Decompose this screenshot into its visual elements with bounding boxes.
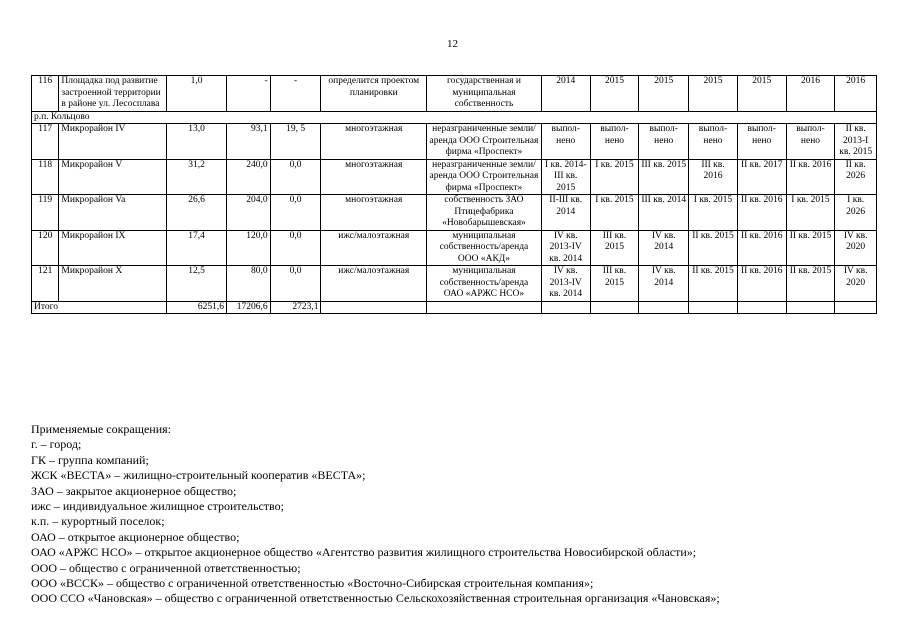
stage-3: IV кв. 2014 [639,230,689,266]
stage-6: II кв. 2015 [786,230,835,266]
stage-5: 2015 [737,76,786,112]
stage-2: I кв. 2015 [590,195,639,231]
plot-name: Микрорайон V [59,159,167,195]
table-row [32,76,877,112]
empty-cell [689,301,738,314]
stage-4: II кв. 2015 [689,230,738,266]
plot-name: Площадка под развитие застроенной территории в районе ул. Лесосплава [59,76,167,112]
building-type: многоэтажная [321,195,427,231]
stage-2: 2015 [590,76,639,112]
ownership: неразграниченные земли/аренда ООО Строительная фирма «Проспект» [427,159,542,195]
abbreviation-item: г. – город; [31,437,82,452]
abbreviation-item: ижс – индивидуальное жилищное строительство; [31,499,284,514]
total-area: 6251,6 [167,301,227,314]
stage-6: II кв. 2016 [786,159,835,195]
building-type: ижс/малоэтажная [321,266,427,302]
stage-4: II кв. 2015 [689,266,738,302]
abbreviations-block [31,422,891,607]
value-1: - [227,76,271,112]
stage-5: выпол-нено [737,124,786,160]
stage-6: II кв. 2015 [786,266,835,302]
abbreviation-item: ЗАО – закрытое акционерное общество; [31,483,237,498]
area-value: 1,0 [167,76,227,112]
land-plots-table [31,75,877,314]
stage-3: III кв. 2014 [639,195,689,231]
abbreviations-title: Применяемые сокращения: [31,422,172,436]
row-number: 118 [32,159,59,195]
stage-1: I кв. 2014-III кв. 2015 [541,159,590,195]
page-number: 12 [447,38,458,50]
total-v1: 17206,6 [227,301,271,314]
stage-6: 2016 [786,76,835,112]
stage-1: 2014 [541,76,590,112]
building-type: многоэтажная [321,159,427,195]
empty-cell [737,301,786,314]
stage-2: I кв. 2015 [590,159,639,195]
row-number: 119 [32,195,59,231]
row-number: 116 [32,76,59,112]
table-row [32,230,877,266]
total-row [32,301,877,314]
abbreviation-item: ООО – общество с ограниченной ответственностью; [31,560,301,575]
ownership: государственная и муниципальная собственность [427,76,542,112]
row-number: 120 [32,230,59,266]
stage-3: III кв. 2015 [639,159,689,195]
stage-7: II кв. 2026 [835,159,877,195]
ownership: муниципальная собственность/аренда ООО «АКД» [427,230,542,266]
empty-cell [590,301,639,314]
value-1: 204,0 [227,195,271,231]
plot-name: Микрорайон X [59,266,167,302]
ownership: муниципальная собственность/аренда ОАО «АРЖС НСО» [427,266,542,302]
area-value: 31,2 [167,159,227,195]
empty-cell [321,301,427,314]
value-2: 0,0 [270,195,321,231]
stage-1: IV кв. 2013-IV кв. 2014 [541,266,590,302]
stage-6: I кв. 2015 [786,195,835,231]
stage-2: III кв. 2015 [590,266,639,302]
stage-4: 2015 [689,76,738,112]
stage-4: I кв. 2015 [689,195,738,231]
table-row [32,266,877,302]
ownership: неразграниченные земли/аренда ООО Строительная фирма «Проспект» [427,124,542,160]
value-1: 93,1 [227,124,271,160]
abbreviation-item: ОАО «АРЖС НСО» – открытое акционерное общество «Агентство развития жилищного строительства Новосибирской области»; [31,545,697,560]
stage-3: выпол-нено [639,124,689,160]
stage-4: выпол-нено [689,124,738,160]
stage-7: IV кв. 2020 [835,230,877,266]
stage-2: выпол-нено [590,124,639,160]
ownership: собственность ЗАО Птицефабрика «Новобарышевская» [427,195,542,231]
value-2: 0,0 [270,266,321,302]
area-value: 26,6 [167,195,227,231]
stage-1: II-III кв. 2014 [541,195,590,231]
plot-name: Микрорайон IV [59,124,167,160]
abbreviation-item: к.п. – курортный поселок; [31,514,165,529]
stage-7: IV кв. 2020 [835,266,877,302]
area-value: 17,4 [167,230,227,266]
building-type: ижс/малоэтажная [321,230,427,266]
table-row [32,195,877,231]
stage-5: II кв. 2016 [737,195,786,231]
empty-cell [786,301,835,314]
empty-cell [541,301,590,314]
value-1: 80,0 [227,266,271,302]
stage-1: IV кв. 2013-IV кв. 2014 [541,230,590,266]
stage-5: II кв. 2016 [737,230,786,266]
stage-3: IV кв. 2014 [639,266,689,302]
empty-cell [835,301,877,314]
value-2: 0,0 [270,159,321,195]
value-2: 0,0 [270,230,321,266]
total-v2: 2723,1 [270,301,321,314]
stage-3: 2015 [639,76,689,112]
abbreviation-item: ООО «ВССК» – общество с ограниченной ответственностью «Восточно-Сибирская строительная компания»; [31,576,594,591]
area-value: 12,5 [167,266,227,302]
total-label: Итого [32,301,167,314]
empty-cell [427,301,542,314]
stage-5: II кв. 2017 [737,159,786,195]
stage-5: II кв. 2016 [737,266,786,302]
abbreviation-item: ЖСК «ВЕСТА» – жилищно-строительный кооператив «ВЕСТА»; [31,468,366,483]
value-2: 19, 5 [270,124,321,160]
area-value: 13,0 [167,124,227,160]
empty-cell [639,301,689,314]
value-1: 240,0 [227,159,271,195]
plot-name: Микрорайон Va [59,195,167,231]
abbreviation-item: ГК – группа компаний; [31,452,149,467]
abbreviation-item: ООО ССО «Чановская» – общество с ограниченной ответственностью Сельскохозяйственная строительная организация «Чановская»; [31,591,720,606]
building-type: определится проектом планировки [321,76,427,112]
building-type: многоэтажная [321,124,427,160]
stage-1: выпол-нено [541,124,590,160]
stage-6: выпол-нено [786,124,835,160]
abbreviation-item: ОАО – открытое акционерное общество; [31,529,240,544]
section-label: р.п. Кольцово [32,111,877,124]
value-1: 120,0 [227,230,271,266]
stage-4: III кв. 2016 [689,159,738,195]
stage-7: II кв. 2013-I кв. 2015 [835,124,877,160]
row-number: 121 [32,266,59,302]
table-row [32,124,877,160]
stage-7: 2016 [835,76,877,112]
value-2: - [270,76,321,112]
plot-name: Микрорайон IX [59,230,167,266]
stage-2: III кв. 2015 [590,230,639,266]
stage-7: I кв. 2026 [835,195,877,231]
table-row [32,159,877,195]
row-number: 117 [32,124,59,160]
abbreviations-list [31,437,891,606]
section-row [32,111,877,124]
